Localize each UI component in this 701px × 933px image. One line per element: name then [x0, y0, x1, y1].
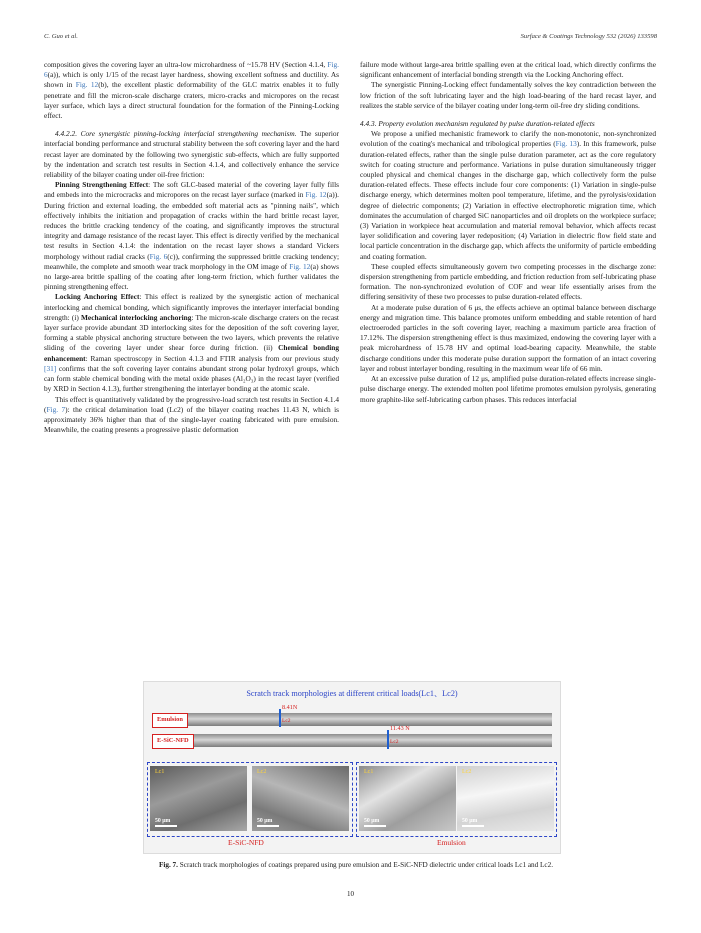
section-title: 4.4.2.2. Core synergistic pinning-locking interfacial strengthening mechanism. [55, 129, 297, 139]
critical-load-marker [387, 730, 389, 749]
figure-link[interactable]: Fig. 12 [305, 190, 327, 200]
paragraph: This effect is quantitatively validated by the progressive-load scratch test results in Section 4.1.4 (Fig. 7): the critical delamination load (Lc2) of the bilayer coating reaches 11.43 N, which is approximately 36% higher than that of the single-layer coating fabricated with pure emulsion. Meanwhile, the coating presents a progressive plastic deformation [44, 394, 340, 435]
figure-link[interactable]: Fig. 12 [289, 261, 311, 271]
scratch-track-emulsion [152, 713, 552, 726]
paragraph: 4.4.2.2. Core synergistic pinning-locking interfacial strengthening mechanism. The superior interfacial bonding performance and structural stability between the soft covering layer and the hard recast layer are dominated by the following two synergistic sub-effects, which are fully supported by the indentation and scratch test results in Section 4.1.4, and collectively enhance the service reliability of the bilayer coating under oil-free friction: [44, 129, 339, 180]
paragraph: At an excessive pulse duration of 12 μs, amplified pulse duration-related effects increase single-pulse discharge energy. The extended molten pool lifetime promotes emulsion pyrolysis, generating more graphite-like self-lubricating carbon phases. This reduces interfacial [360, 374, 656, 404]
right-column [360, 60, 656, 405]
panel-label: Lc2 [462, 769, 472, 775]
figure-link[interactable]: Fig. 7 [46, 404, 66, 414]
micrograph-panel [252, 766, 349, 831]
left-column [44, 60, 339, 435]
paragraph: We propose a unified mechanistic framework to clarify the non-monotonic, non-synchronized evolution of the coating's mechanical and tribological properties (Fig. 13). In this framework, pulse duration-related effects, rather than the single pulse duration parameter, act as the core regulatory switch for coating structure and performance. Variations in pulse duration simultaneously trigger coupled physical and chemical changes in the discharge gap, which collectively form the pulse duration-related effects. These effects include four core components: (1) Variation in single-pulse discharge energy, which determines molten pool temperature, lifetime, and the pyrolysis/oxidation degree of dielectric components; (2) Variation in effective electrophoretic migration time, which dominates the accumulation of charged SiC nanoparticles and oil droplets on the workpiece surface; (3) Variation in workpiece heat accumulation and material removal behavior, which affects recast layer solidification and covering layer redeposition; (4) Variation in dielectric flow field state and local particle concentration in the discharge gap, which affects the uniformity of particle embedding and coating formation. [360, 129, 656, 261]
running-header-journal: Surface & Coatings Technology 532 (2026) 133598 [520, 33, 657, 40]
scale-bar: 50 μm [155, 818, 177, 827]
panel-label: Lc1 [155, 769, 165, 775]
paragraph: Locking Anchoring Effect: This effect is realized by the synergistic action of mechanical interlocking and chemical bonding, which significantly improves the interlayer interfacial bonding strength: (i) Mechanical interlocking anchoring: The micron-scale discharge craters on the recast layer surface provide abundant 3D interlocking sites for the deposition of the soft covering layer, forming a stable physical anchoring structure between the two layers, which prevents the relative sliding of the covering layer under shear force during friction. (ii) Chemical bonding enhancement: Raman spectroscopy in Section 4.1.3 and FTIR analysis from our previous study [31] confirms that the soft covering layer contains abundant strong polar hydroxyl groups, which can form stable chemical bonding with the metal oxide phases (Al₂O₃) in the recast layer (verified by XRD in Section 4.1.3), further strengthening the interlayer bonding at the atomic scale. [44, 292, 339, 394]
panel-label: Lc1 [364, 769, 374, 775]
section-title: 4.4.3. Property evolution mechanism regulated by pulse duration-related effects [360, 119, 595, 129]
paragraph: At a moderate pulse duration of 6 μs, the effects achieve an optimal balance between discharge energy and migration time. This balance promotes uniform embedding and stable retention of hard electroeroded particles in the soft covering layer, reaching a maximum particle area fraction of 17.12%. The dispersion strengthening effect is thus maximized, endowing the covering layer with a peak microhardness of 15.78 HV and optimal load-bearing capacity. Meanwhile, the stable discharge conditions under this moderate pulse duration support the formation of an intact covering layer and robust interlayer bonding, resulting in the maximum wear life of 66 min. [360, 302, 656, 373]
scale-bar: 50 μm [462, 818, 484, 827]
micrograph-panel [359, 766, 456, 831]
scratch-track-esicnfd [152, 734, 552, 747]
load-label: 11.43 N [390, 725, 410, 732]
critical-load-marker [279, 709, 281, 727]
figure-7 [143, 681, 561, 854]
micrograph-panel [150, 766, 247, 831]
paragraph: Pinning Strengthening Effect: The soft GLC-based material of the covering layer fully fills and embeds into the microcracks and micropores on the recast layer surface (marked in Fig. 12(a)). During friction and external loading, the embedded soft material acts as "pinning nails", which effectively inhibits the initiation and propagation of cracks within the hard brittle recast layer, reduces the brittle cracking tendency of the coating, and significantly improves the structural integrity and damage resistance of the recast layer. This effect is directly verified by the mechanical test results in Section 4.1.4: the indentation on the recast layer shows a standard Vickers morphology without radial cracks (Fig. 6(c)), confirming the suppressed brittle cracking tendency; meanwhile, the complete and smooth wear track morphology in the OM image of Fig. 12(a) shows no large-area brittle spalling of the coating after long-term friction, which further validates the pinning strengthening effect. [44, 180, 340, 292]
load-label: 8.41N [282, 704, 298, 711]
citation-link[interactable]: [31] [44, 363, 57, 373]
paragraph: failure mode without large-area brittle spalling even at the critical load, which directly confirms the significant enhancement of interfacial bonding strength via the Locking Anchoring effect. [360, 60, 656, 80]
figure-link[interactable]: Fig. 12 [75, 80, 99, 90]
group-label-esicnfd: E-SiC-NFD [228, 838, 264, 847]
figure-title: Scratch track morphologies at different critical loads(Lc1、Lc2) [246, 689, 458, 698]
figure-link[interactable]: Fig. 6 [44, 60, 339, 80]
paragraph: The synergistic Pinning-Locking effect fundamentally solves the key contradiction between the low friction of the soft lubricating layer and the high load-bearing of the hard recast layer, and realizes the stable service of the bilayer coating under long-term oil-free dry sliding conditions. [360, 80, 656, 110]
micrograph-panel [457, 766, 554, 831]
scale-bar: 50 μm [257, 818, 279, 827]
paragraph: These coupled effects simultaneously govern two competing processes in the discharge zone: dispersion strengthening from particle embedding, and friction reduction from self-lubricating phase formation. The non-synchronized evolution of COF and wear life essentially arises from the differing sensitivity of these two processes to pulse duration-related effects. [360, 261, 656, 302]
strip-label-esicnfd: E-SiC-NFD [152, 734, 194, 749]
figure-link[interactable]: Fig. 13 [555, 139, 577, 149]
lc-label: Lc2 [282, 718, 291, 724]
panel-label: Lc2 [257, 769, 267, 775]
figure-caption: Fig. 7. Scratch track morphologies of coatings prepared using pure emulsion and E-SiC-NFD dielectric under critical loads Lc1 and Lc2. [158, 861, 553, 869]
paragraph: composition gives the covering layer an ultra-low microhardness of ~15.78 HV (Section 4.1.4, Fig. 6(a)), which is only 1/15 of the recast layer hardness, showing excellent softness and ductility. As shown in Fig. 12(b), the excellent plastic deformability of the GLC matrix enables it to fully penetrate and fill the micron-scale discharge craters, micro-cracks and micropores on the recast layer surface, which lays a direct structural foundation for the formation of the Pinning-Locking effect. [44, 60, 340, 121]
running-header-authors: C. Guo et al. [44, 33, 78, 40]
page-number: 10 [347, 890, 354, 898]
strip-label-emulsion: Emulsion [152, 713, 188, 728]
figure-link[interactable]: Fig. 6 [149, 251, 168, 261]
lc-label: Lc2 [390, 739, 399, 745]
group-label-emulsion: Emulsion [437, 838, 466, 847]
scale-bar: 50 μm [364, 818, 386, 827]
